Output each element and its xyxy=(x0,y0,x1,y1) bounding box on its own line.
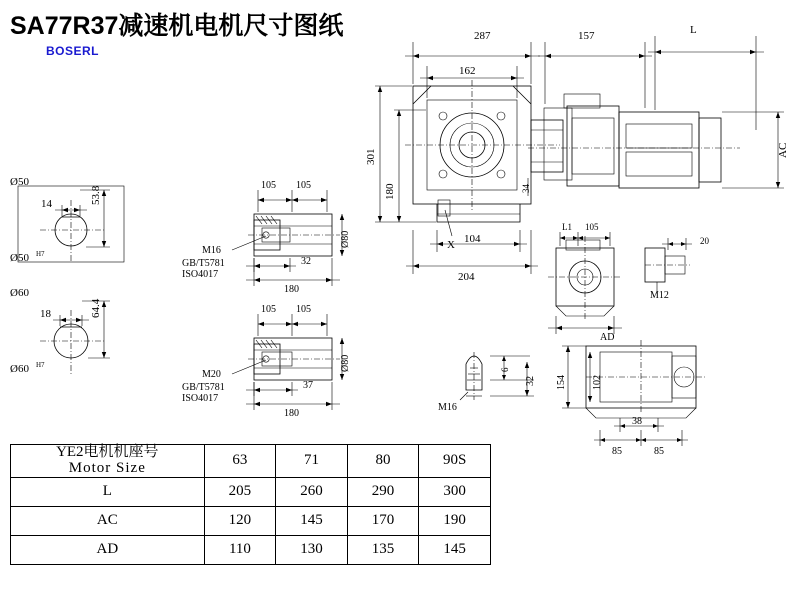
row-label-motor-size: YE2电机机座号 Motor Size xyxy=(11,445,205,478)
dim-34: 34 xyxy=(521,184,531,193)
dim-32-key: 32 xyxy=(525,376,536,386)
label-ht-m16: M16 xyxy=(202,245,221,256)
table-row xyxy=(11,506,491,535)
dim-157: 157 xyxy=(578,30,595,42)
dim-162: 162 xyxy=(459,65,476,77)
bolt-detail-M12 xyxy=(645,238,692,294)
table-row xyxy=(11,445,491,478)
dim-287: 287 xyxy=(474,30,491,42)
label-shaft-bottom-h7-sup: H7 xyxy=(36,361,45,369)
brand-logo: BOSERL xyxy=(46,44,100,58)
key-detail-M16 xyxy=(460,352,534,400)
shaft-section-top xyxy=(18,186,124,262)
label-hb-37: 37 xyxy=(303,380,313,391)
label-hb-standard1: GB/T5781 xyxy=(182,382,225,393)
label-shaft-top-height: 53.8 xyxy=(90,185,102,205)
cell-L-80: 290 xyxy=(347,477,419,506)
dim-38: 38 xyxy=(632,416,642,427)
label-ht-105a: 105 xyxy=(261,180,276,191)
label-shaft-top-h7-sup: H7 xyxy=(36,250,45,258)
cell-AC-71: 145 xyxy=(276,506,348,535)
row-label-L: L xyxy=(11,477,205,506)
cell-size-71: 71 xyxy=(276,445,348,478)
dim-L1: L1 xyxy=(562,222,572,232)
dim-154: 154 xyxy=(556,375,567,390)
cell-size-80: 80 xyxy=(347,445,419,478)
dim-M12: M12 xyxy=(650,290,669,301)
dim-105-right: 105 xyxy=(585,222,599,232)
cell-L-71: 260 xyxy=(276,477,348,506)
label-ht-180: 180 xyxy=(284,284,299,295)
cell-AC-90s: 190 xyxy=(419,506,491,535)
dim-85-a: 85 xyxy=(612,446,622,457)
cell-size-63: 63 xyxy=(204,445,276,478)
label-hb-105b: 105 xyxy=(296,304,311,315)
label-shaft-top-keywidth: 14 xyxy=(41,198,52,210)
row-label-AD: AD xyxy=(11,535,205,564)
label-ht-standard1: GB/T5781 xyxy=(182,258,225,269)
label-shaft-bottom-keywidth: 18 xyxy=(40,308,51,320)
label-hb-o80: Ø80 xyxy=(340,354,351,372)
table-row xyxy=(11,535,491,564)
label-hb-105a: 105 xyxy=(261,304,276,315)
main-assembly xyxy=(405,80,740,222)
label-shaft-top-dia: Ø50 xyxy=(10,176,29,188)
dim-6: 6 xyxy=(500,367,510,372)
dim-85-b: 85 xyxy=(654,446,664,457)
dim-AC: AC xyxy=(777,142,789,158)
label-M16-key: M16 xyxy=(438,402,457,413)
label-hb-m20: M20 xyxy=(202,369,221,380)
dim-301: 301 xyxy=(365,148,377,165)
dim-102: 102 xyxy=(592,375,603,390)
cell-AD-80: 135 xyxy=(347,535,419,564)
base-plate-view xyxy=(562,340,706,446)
label-ht-105b: 105 xyxy=(296,180,311,191)
dim-104: 104 xyxy=(464,233,481,245)
label-shaft-bottom-dia: Ø60 xyxy=(10,287,29,299)
table-row xyxy=(11,477,491,506)
label-shaft-bottom-dia-h7: Ø60 xyxy=(10,363,29,375)
label-shaft-bottom-height: 64.4 xyxy=(90,298,102,318)
cell-AC-80: 170 xyxy=(347,506,419,535)
cell-size-90s: 90S xyxy=(419,445,491,478)
end-view-AD xyxy=(548,232,622,334)
cell-AD-71: 130 xyxy=(276,535,348,564)
label-ht-32: 32 xyxy=(301,256,311,267)
motor-size-table xyxy=(10,444,491,565)
dim-20: 20 xyxy=(700,236,709,246)
hollow-shaft-top xyxy=(232,190,344,286)
cell-L-63: 205 xyxy=(204,477,276,506)
label-hb-standard2: ISO4017 xyxy=(182,393,219,404)
label-X: X xyxy=(447,239,455,251)
label-shaft-top-dia-h7: Ø50 xyxy=(10,252,29,264)
cell-L-90s: 300 xyxy=(419,477,491,506)
label-ht-o80: Ø80 xyxy=(340,230,351,248)
cell-AC-63: 120 xyxy=(204,506,276,535)
dim-AD: AD xyxy=(600,332,615,343)
label-ht-standard2: ISO4017 xyxy=(182,269,219,280)
dim-180: 180 xyxy=(384,183,396,200)
cell-AD-63: 110 xyxy=(204,535,276,564)
cell-AD-90s: 145 xyxy=(419,535,491,564)
hollow-shaft-bottom xyxy=(232,314,344,410)
dim-204: 204 xyxy=(458,271,475,283)
dim-L: L xyxy=(690,24,697,36)
page-title: SA77R37减速机电机尺寸图纸 xyxy=(10,12,344,40)
row-label-AC: AC xyxy=(11,506,205,535)
label-hb-180: 180 xyxy=(284,408,299,419)
